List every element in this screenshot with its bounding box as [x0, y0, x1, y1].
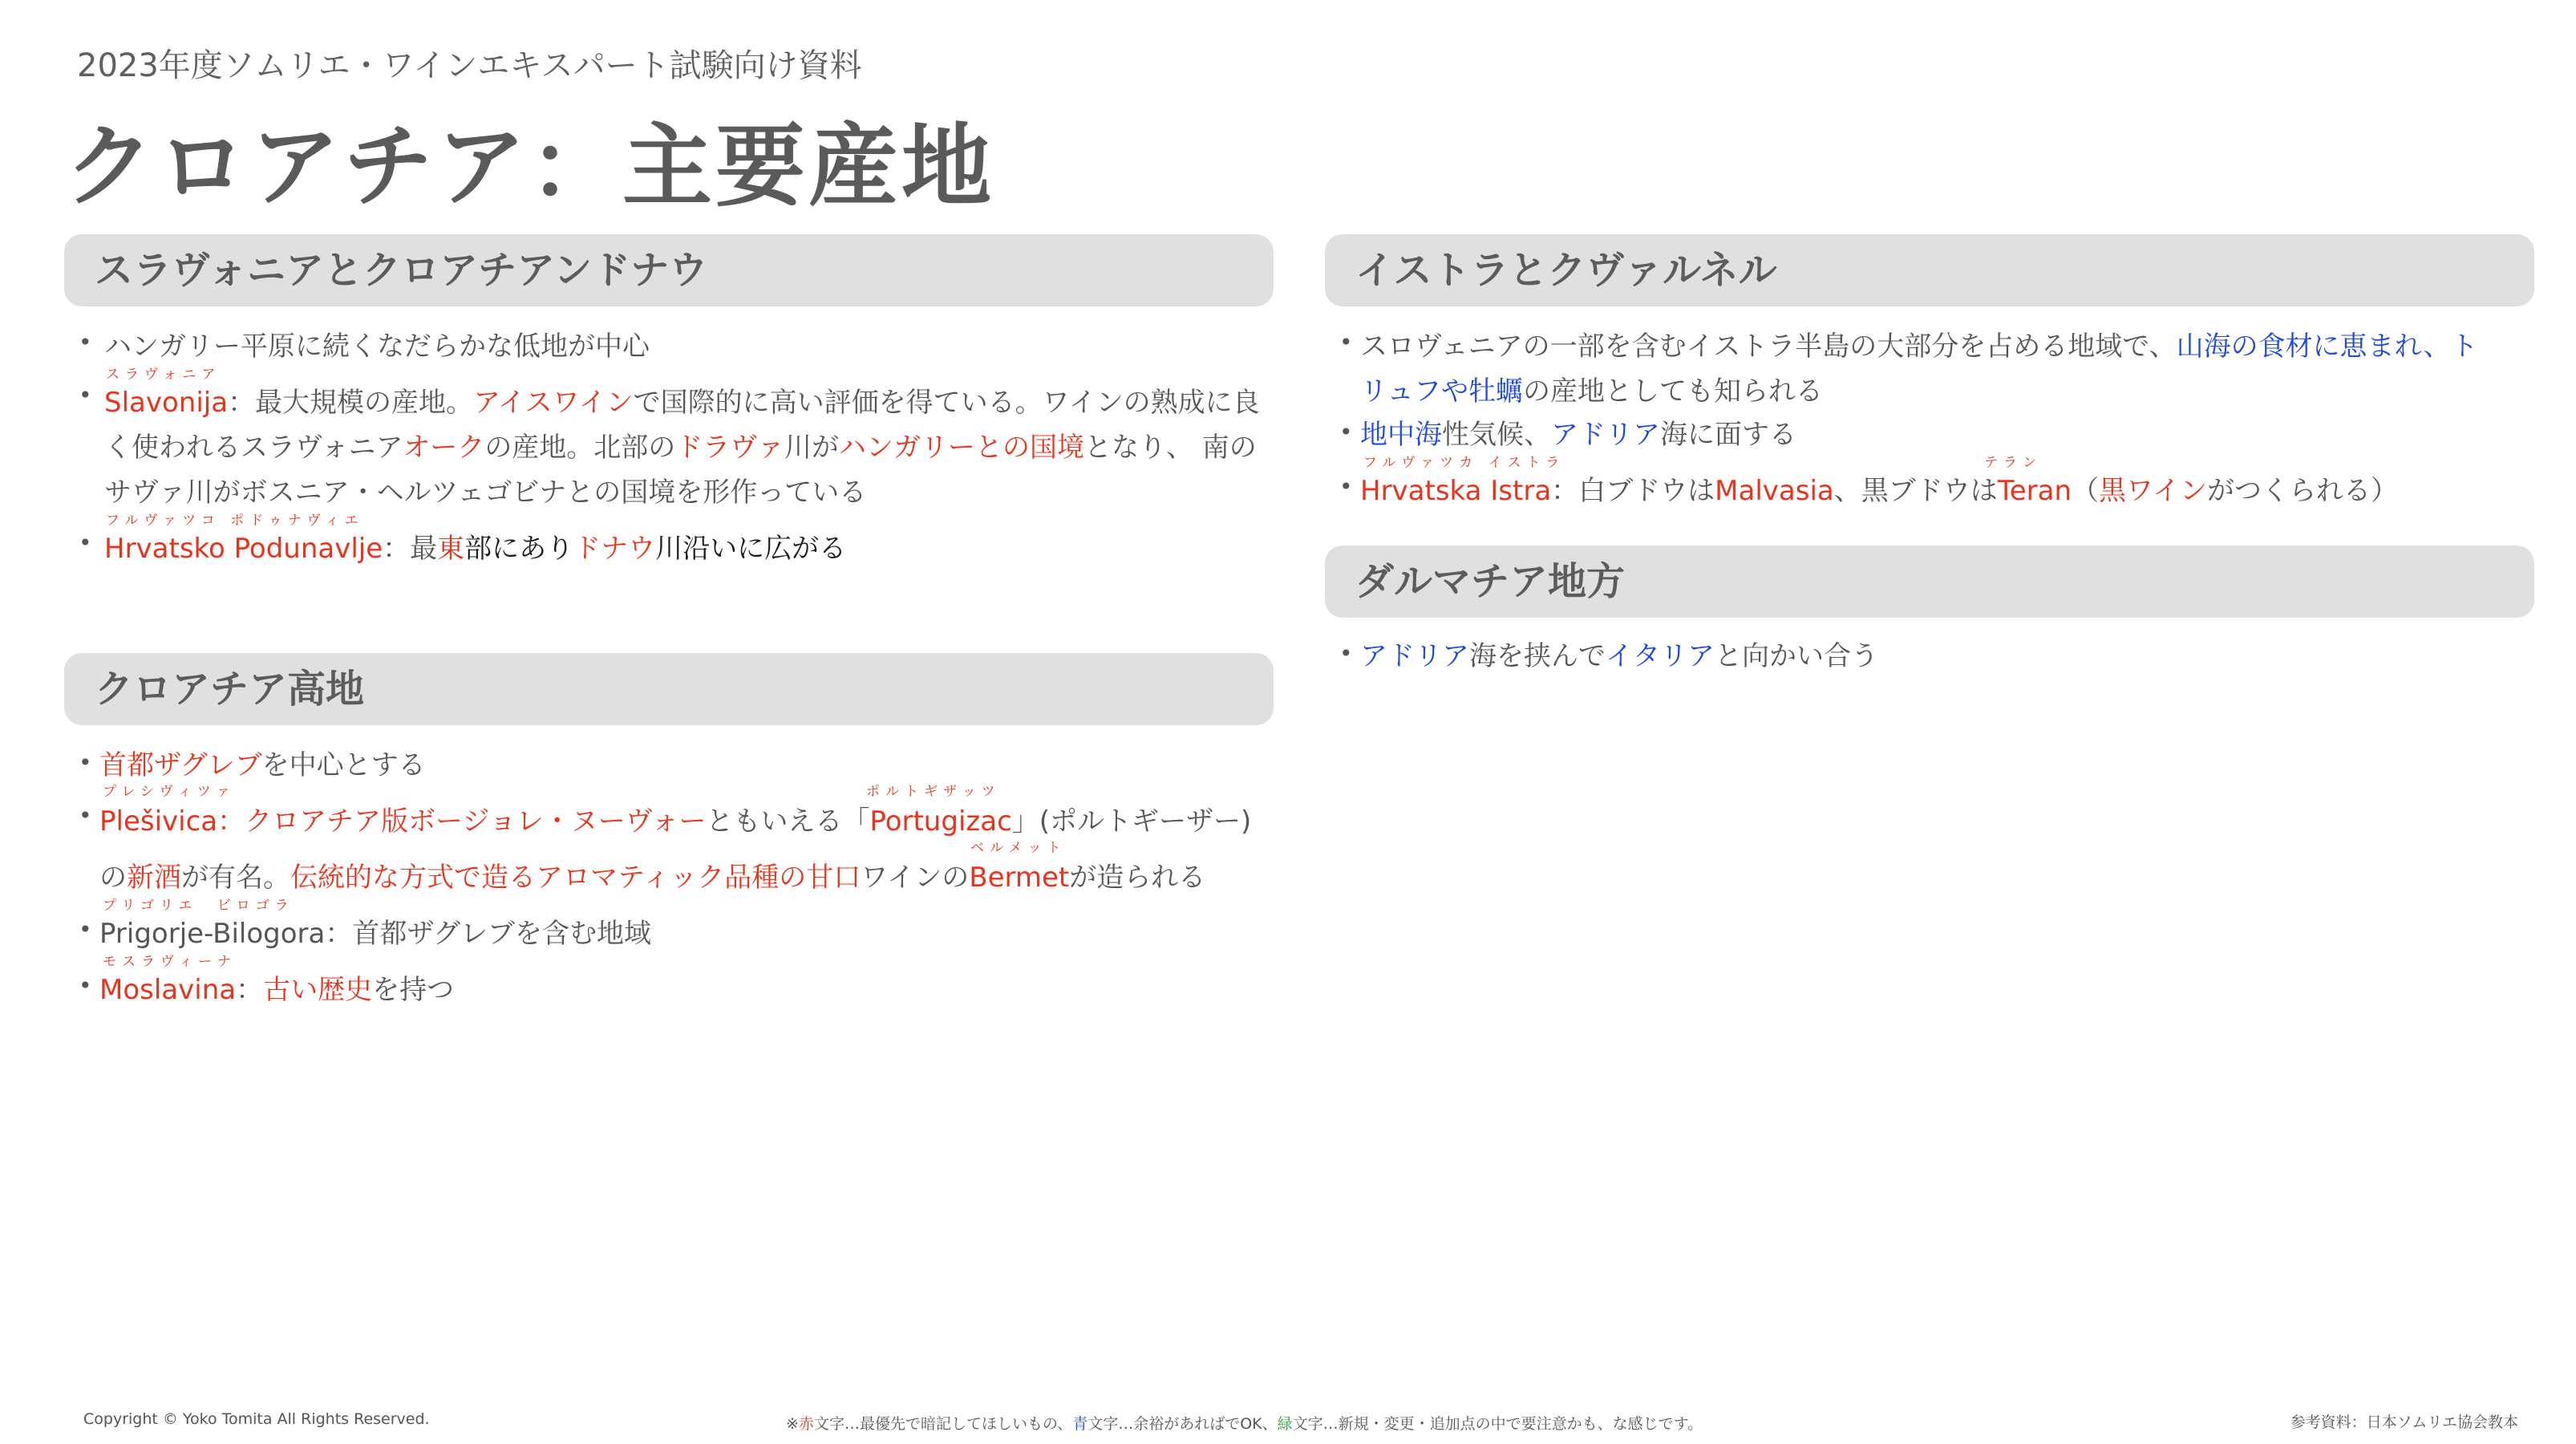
section-heading-istria: イストラとクヴァルネル [1325, 234, 2534, 306]
bullet-dot: • [79, 802, 92, 829]
ruby-bermet: ベルメット [970, 840, 1067, 856]
section-heading-slavonia: スラヴォニアとクロアチアンドナウ [64, 234, 1274, 306]
bullet-dot: • [1339, 329, 1353, 355]
slavonia-bullet-slavonija: Slavonija：最大規模の産地。アイスワインで国際的に高い評価を得ている。ワインの熟成に良 [104, 387, 1260, 419]
highlands-bullet-zagreb: 首都ザグレブを中心とする [99, 749, 426, 781]
copyright-text: Copyright © Yoko Tomita All Rights Reserved. [83, 1410, 430, 1428]
ruby-portugizac: ポルトギザッツ [866, 784, 1001, 800]
istria-bullet-peninsula-line2: リュフや牡蠣の産地としても知られる [1360, 375, 1823, 408]
highlands-bullet-prigorje: Prigorje-Bilogora：首都ザグレブを含む地域 [99, 918, 651, 950]
ruby-prigorje-bilogora: プリゴリエ ビロゴラ [103, 898, 294, 914]
bullet-dot: • [79, 972, 92, 999]
ruby-hrvatska-istra: フルヴァツカ イストラ [1363, 455, 1565, 471]
bullet-dot: • [79, 382, 92, 408]
slavonia-bullet-lowland: ハンガリー平原に続くなだらかな低地が中心 [104, 331, 650, 363]
slavonia-bullet-podunavlje: Hrvatsko Podunavlje：最東部にありドナウ川沿いに広がる [104, 533, 847, 565]
reference-text: 参考資料：日本ソムリエ協会教本 [2290, 1414, 2518, 1431]
document-subtitle: 2023年度ソムリエ・ワインエキスパート試験向け資料 [77, 47, 862, 84]
istria-bullet-climate: 地中海性気候、アドリア海に面する [1360, 419, 1796, 451]
istria-bullet-peninsula: スロヴェニアの一部を含むイストラ半島の大部分を占める地域で、山海の食材に恵まれ、ト [1360, 331, 2478, 363]
bullet-dot: • [79, 329, 92, 355]
bullet-dot: • [1339, 640, 1353, 667]
ruby-teran: テラン [1984, 455, 2042, 471]
color-legend-note: ※赤文字…最優先で暗記してほしいもの、青文字…余裕があればでOK、緑文字…新規・変更・追加点の中で要注意かも、な感じです。 [786, 1415, 1703, 1433]
bullet-dot: • [79, 916, 92, 943]
highlands-bullet-plesivica-line2: の新酒が有名。伝統的な方式で造るアロマティック品種の甘口ワインのBermetが造られる [99, 862, 1206, 894]
section-heading-highlands: クロアチア高地 [64, 653, 1274, 725]
section-heading-dalmatia: ダルマチア地方 [1325, 546, 2534, 618]
dalmatia-bullet-adriatic: アドリア海を挟んでイタリアと向かい合う [1360, 640, 1878, 672]
highlands-bullet-plesivica: Plešivica：クロアチア版ボージョレ・ヌーヴォーともいえる「Portugizac」(ポルトギーザー) [99, 805, 1252, 838]
ruby-hrvatsko-podunavlje: フルヴァツコ ポドゥナヴィエ [106, 513, 364, 529]
page-title: クロアチア：主要産地 [64, 115, 994, 219]
bullet-dot: • [79, 529, 92, 556]
highlands-bullet-moslavina: Moslavina：古い歴史を持つ [99, 974, 455, 1006]
ruby-slavonija: スラヴォニア [106, 367, 221, 383]
slavonia-bullet-slavonija-line2: く使われるスラヴォニアオークの産地。北部のドラヴァ川がハンガリーとの国境となり、 南の [104, 432, 1257, 464]
istria-bullet-hrvatska-istra: Hrvatska Istra：白ブドウはMalvasia、黒ブドウはTeran（黒ワインがつくられる） [1360, 475, 2399, 507]
slavonia-bullet-slavonija-line3: サヴァ川がボスニア・ヘルツェゴビナとの国境を形作っている [104, 477, 867, 509]
bullet-dot: • [1339, 473, 1353, 500]
ruby-plesivica: プレシヴィツァ [103, 784, 236, 800]
bullet-dot: • [79, 749, 92, 776]
bullet-dot: • [1339, 419, 1353, 445]
ruby-moslavina: モスラヴィーナ [103, 954, 237, 970]
